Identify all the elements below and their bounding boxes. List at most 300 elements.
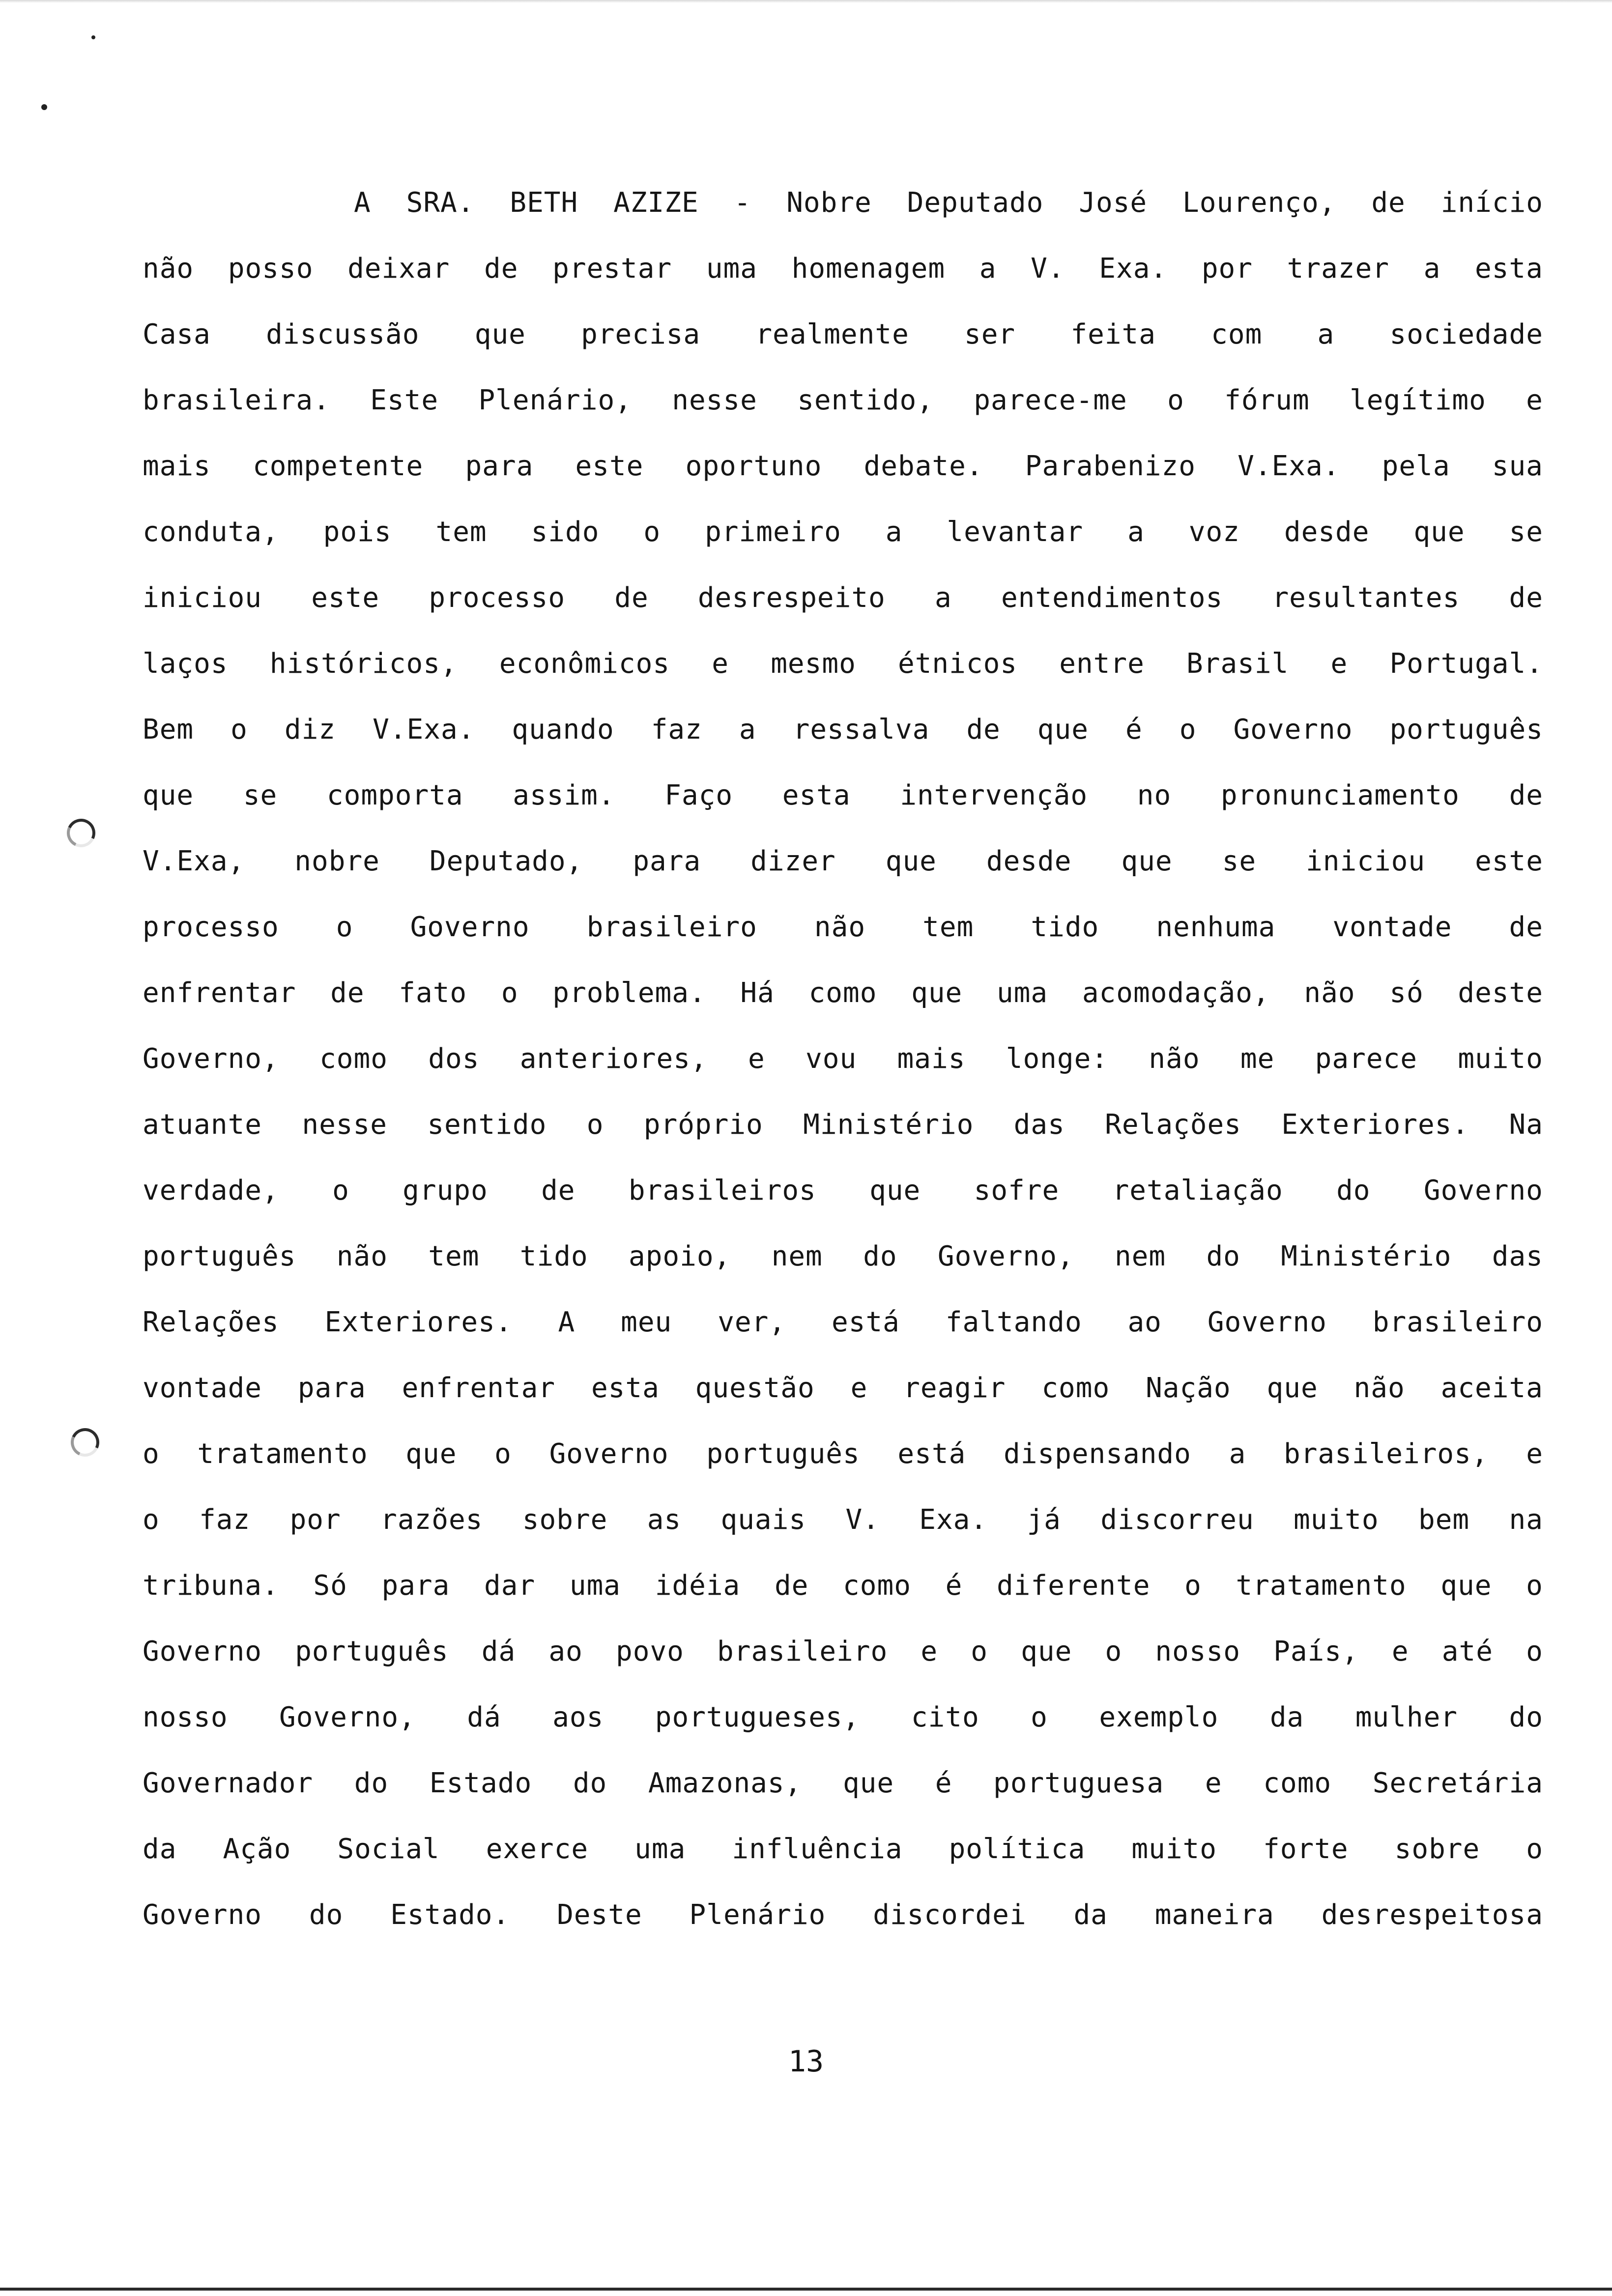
word: para bbox=[633, 845, 701, 877]
word: português bbox=[706, 1438, 860, 1470]
word: BETH bbox=[510, 187, 578, 219]
word: já bbox=[1027, 1504, 1061, 1536]
word: sido bbox=[531, 516, 600, 548]
word: Secretária bbox=[1372, 1767, 1543, 1799]
word: Faço bbox=[664, 779, 733, 811]
word: mulher bbox=[1355, 1701, 1458, 1733]
word: dos bbox=[428, 1043, 480, 1075]
word: razões bbox=[380, 1504, 483, 1536]
word: de bbox=[1509, 779, 1543, 811]
word: vontade bbox=[143, 1372, 262, 1404]
word: que bbox=[143, 779, 194, 811]
word: diz bbox=[284, 714, 336, 746]
word: não bbox=[1304, 977, 1355, 1009]
word: Ministério bbox=[1281, 1240, 1452, 1272]
word: o bbox=[643, 516, 661, 548]
word: nem bbox=[1114, 1240, 1166, 1272]
word: o bbox=[501, 977, 518, 1009]
word: V.Exa. bbox=[373, 714, 475, 746]
word: não bbox=[1149, 1043, 1200, 1075]
word: do bbox=[1509, 1701, 1543, 1733]
word: parece bbox=[1315, 1043, 1417, 1075]
word: esta bbox=[782, 779, 851, 811]
word: faz bbox=[651, 714, 702, 746]
word: a bbox=[1127, 516, 1145, 548]
word: portuguesa bbox=[993, 1767, 1164, 1799]
word: problema. bbox=[552, 977, 706, 1009]
word: uma bbox=[569, 1570, 621, 1602]
word: Governo bbox=[143, 1899, 262, 1931]
word: este bbox=[1475, 845, 1543, 877]
word: como bbox=[319, 1043, 388, 1075]
word: enfrentar bbox=[143, 977, 296, 1009]
word: como bbox=[1041, 1372, 1110, 1404]
word: e bbox=[1205, 1767, 1222, 1799]
word: de bbox=[1509, 582, 1543, 614]
word: pronunciamento bbox=[1220, 779, 1460, 811]
word: de bbox=[614, 582, 649, 614]
word: não bbox=[336, 1240, 388, 1272]
word: do bbox=[309, 1899, 344, 1931]
word: no bbox=[1137, 779, 1172, 811]
word: para bbox=[381, 1570, 450, 1602]
word: deste bbox=[1458, 977, 1543, 1009]
word: a bbox=[1317, 318, 1335, 350]
word: Deste bbox=[557, 1899, 642, 1931]
word: dá bbox=[481, 1636, 516, 1667]
word: laços bbox=[143, 648, 228, 680]
word: que bbox=[1037, 714, 1089, 746]
word: tratamento bbox=[197, 1438, 368, 1470]
word: das bbox=[1492, 1240, 1543, 1272]
page-bottom-edge bbox=[0, 2288, 1612, 2291]
word: Governo bbox=[1233, 714, 1353, 746]
word: Estado. bbox=[390, 1899, 510, 1931]
word: posso bbox=[228, 253, 314, 285]
word: desde bbox=[1284, 516, 1370, 548]
word: Estado bbox=[429, 1767, 532, 1799]
word: assim. bbox=[513, 779, 615, 811]
word: o bbox=[1184, 1570, 1202, 1602]
word: acomodação, bbox=[1082, 977, 1270, 1009]
word: maneira bbox=[1154, 1899, 1274, 1931]
word: só bbox=[1389, 977, 1424, 1009]
word: o bbox=[332, 1175, 349, 1206]
word: o bbox=[143, 1504, 160, 1536]
page-number: 13 bbox=[788, 2044, 824, 2079]
word: desrespeitosa bbox=[1321, 1899, 1543, 1931]
word: uma bbox=[706, 253, 757, 285]
word: debate. bbox=[864, 450, 983, 482]
word: esta bbox=[591, 1372, 660, 1404]
word: e bbox=[1526, 1438, 1543, 1470]
word: Parabenizo bbox=[1025, 450, 1196, 482]
word: Plenário, bbox=[478, 384, 632, 416]
scan-speck bbox=[91, 35, 95, 39]
word: não bbox=[1353, 1372, 1405, 1404]
word: nenhuma bbox=[1156, 911, 1276, 943]
word: as bbox=[647, 1504, 682, 1536]
word: fórum bbox=[1224, 384, 1310, 416]
word: de bbox=[1509, 911, 1543, 943]
word: para bbox=[465, 450, 534, 482]
word: ao bbox=[548, 1636, 583, 1667]
word: Deputado bbox=[907, 187, 1044, 219]
word: processo bbox=[143, 911, 279, 943]
word: A bbox=[354, 187, 371, 219]
word: entre bbox=[1059, 648, 1145, 680]
word: legítimo bbox=[1350, 384, 1486, 416]
word: competente bbox=[253, 450, 424, 482]
word: brasileiro bbox=[1372, 1306, 1543, 1338]
word: a bbox=[885, 516, 903, 548]
word: mais bbox=[897, 1043, 966, 1075]
word: vou bbox=[806, 1043, 857, 1075]
word: Relações bbox=[143, 1306, 279, 1338]
word: não bbox=[814, 911, 866, 943]
word: Plenário bbox=[689, 1899, 826, 1931]
word: o bbox=[1179, 714, 1197, 746]
word: na bbox=[1509, 1504, 1543, 1536]
word: discorreu bbox=[1100, 1504, 1254, 1536]
word: o bbox=[494, 1438, 512, 1470]
word: Só bbox=[313, 1570, 347, 1602]
word: o bbox=[1526, 1570, 1543, 1602]
text-line bbox=[143, 648, 1543, 714]
word: por bbox=[289, 1504, 341, 1536]
word: ser bbox=[964, 318, 1016, 350]
word: não bbox=[143, 253, 194, 285]
word: prestar bbox=[552, 253, 672, 285]
word: sentido, bbox=[797, 384, 934, 416]
word: brasileiro bbox=[586, 911, 757, 943]
word: Exteriores. bbox=[324, 1306, 513, 1338]
word: atuante bbox=[143, 1109, 262, 1141]
word: Exteriores. bbox=[1281, 1109, 1469, 1141]
text-line bbox=[143, 1438, 1543, 1504]
word: muito bbox=[1131, 1833, 1217, 1865]
word: nobre bbox=[294, 845, 380, 877]
word: Bem bbox=[143, 714, 194, 746]
word: pois bbox=[323, 516, 392, 548]
word: meu bbox=[621, 1306, 672, 1338]
word: retaliação bbox=[1112, 1175, 1283, 1206]
word: precisa bbox=[581, 318, 701, 350]
word: bem bbox=[1418, 1504, 1470, 1536]
text-line bbox=[143, 911, 1543, 977]
word: AZIZE bbox=[613, 187, 699, 219]
text-line bbox=[143, 1570, 1543, 1636]
word: tido bbox=[519, 1240, 588, 1272]
word: e bbox=[1526, 384, 1543, 416]
word: voz bbox=[1188, 516, 1240, 548]
word: Lourenço, bbox=[1182, 187, 1336, 219]
word: exemplo bbox=[1099, 1701, 1219, 1733]
word: fato bbox=[399, 977, 467, 1009]
word: Exa. bbox=[1099, 253, 1168, 285]
word: que bbox=[842, 1767, 894, 1799]
word: de bbox=[330, 977, 365, 1009]
word: a bbox=[935, 582, 952, 614]
word: José bbox=[1079, 187, 1148, 219]
text-line bbox=[143, 1504, 1543, 1570]
word: sentido bbox=[427, 1109, 547, 1141]
word: mais bbox=[143, 450, 211, 482]
word: Governo, bbox=[937, 1240, 1074, 1272]
word: anteriores, bbox=[519, 1043, 708, 1075]
word: A bbox=[558, 1306, 576, 1338]
word: sofre bbox=[974, 1175, 1060, 1206]
word: faz bbox=[199, 1504, 251, 1536]
text-line bbox=[143, 450, 1543, 516]
word: brasileiros, bbox=[1283, 1438, 1489, 1470]
word: desrespeito bbox=[697, 582, 886, 614]
word: de bbox=[774, 1570, 809, 1602]
word: e bbox=[921, 1636, 938, 1667]
word: ressalva bbox=[793, 714, 930, 746]
word: das bbox=[1013, 1109, 1065, 1141]
word: tem bbox=[428, 1240, 480, 1272]
word: o bbox=[1526, 1636, 1543, 1667]
word: muito bbox=[1458, 1043, 1543, 1075]
word: reagir bbox=[903, 1372, 1006, 1404]
word: da bbox=[143, 1833, 177, 1865]
word: conduta, bbox=[143, 516, 279, 548]
word: Amazonas, bbox=[648, 1767, 802, 1799]
word: tratamento bbox=[1236, 1570, 1407, 1602]
word: discordei bbox=[873, 1899, 1027, 1931]
word: de bbox=[966, 714, 1001, 746]
word: nosso bbox=[143, 1701, 228, 1733]
word: do bbox=[354, 1767, 389, 1799]
word: ver, bbox=[718, 1306, 786, 1338]
word: realmente bbox=[755, 318, 909, 350]
word: o bbox=[1031, 1701, 1048, 1733]
word: como bbox=[1263, 1767, 1332, 1799]
word: que bbox=[474, 318, 526, 350]
word: iniciou bbox=[143, 582, 262, 614]
word: brasileira. bbox=[143, 384, 330, 416]
word: o bbox=[586, 1109, 604, 1141]
word: aceita bbox=[1440, 1372, 1543, 1404]
word: e bbox=[748, 1043, 765, 1075]
text-line bbox=[143, 779, 1543, 845]
text-line bbox=[143, 1109, 1543, 1175]
word: por bbox=[1201, 253, 1253, 285]
word: que bbox=[885, 845, 937, 877]
word: diferente bbox=[996, 1570, 1151, 1602]
word: Portugal. bbox=[1389, 648, 1543, 680]
word: nesse bbox=[672, 384, 757, 416]
text-line bbox=[143, 1372, 1543, 1438]
word: como bbox=[843, 1570, 911, 1602]
word: este bbox=[575, 450, 644, 482]
word: cito bbox=[911, 1701, 979, 1733]
word: nem bbox=[771, 1240, 823, 1272]
word: o bbox=[336, 911, 353, 943]
word: dispensando bbox=[1003, 1438, 1191, 1470]
transcript-body bbox=[143, 187, 1543, 1965]
word: Governo, bbox=[143, 1043, 279, 1075]
word: Social bbox=[337, 1833, 440, 1865]
word: enfrentar bbox=[402, 1372, 556, 1404]
word: que bbox=[1021, 1636, 1072, 1667]
word: o bbox=[971, 1636, 988, 1667]
word: aos bbox=[552, 1701, 604, 1733]
word: uma bbox=[996, 977, 1048, 1009]
word: tem bbox=[922, 911, 974, 943]
word: do bbox=[573, 1767, 607, 1799]
word: me bbox=[1240, 1043, 1275, 1075]
word: Brasil bbox=[1186, 648, 1289, 680]
word: Ação bbox=[223, 1833, 291, 1865]
word: da bbox=[1073, 1899, 1108, 1931]
word: brasileiro bbox=[717, 1636, 888, 1667]
word: esta bbox=[1475, 253, 1543, 285]
word: o bbox=[1526, 1833, 1543, 1865]
word: intervenção bbox=[900, 779, 1088, 811]
word: Governo bbox=[1207, 1306, 1327, 1338]
word: étnicos bbox=[898, 648, 1018, 680]
word: deixar bbox=[347, 253, 450, 285]
word: faltando bbox=[945, 1306, 1082, 1338]
scan-speck bbox=[41, 104, 47, 110]
word: Governo, bbox=[279, 1701, 416, 1733]
word: V.Exa. bbox=[1238, 450, 1340, 482]
word: Há bbox=[740, 977, 775, 1009]
word: Este bbox=[370, 384, 439, 416]
word: e bbox=[1391, 1636, 1409, 1667]
word: tribuna. bbox=[143, 1570, 279, 1602]
word: povo bbox=[616, 1636, 684, 1667]
word: Ministério bbox=[803, 1109, 974, 1141]
word: Nobre bbox=[786, 187, 872, 219]
text-line bbox=[143, 187, 1543, 253]
word: iniciou bbox=[1306, 845, 1426, 877]
word: entendimentos bbox=[1001, 582, 1223, 614]
word: vontade bbox=[1332, 911, 1452, 943]
word: que bbox=[1121, 845, 1173, 877]
word: portugueses, bbox=[655, 1701, 860, 1733]
word: - bbox=[734, 187, 751, 219]
text-line bbox=[143, 1833, 1543, 1899]
word: a bbox=[739, 714, 756, 746]
word: sobre bbox=[1394, 1833, 1480, 1865]
punch-hole-mark bbox=[63, 815, 99, 851]
word: V.Exa, bbox=[143, 845, 245, 877]
word: que bbox=[1440, 1570, 1492, 1602]
text-line bbox=[143, 318, 1543, 384]
word: ao bbox=[1127, 1306, 1162, 1338]
text-line bbox=[143, 1636, 1543, 1701]
word: para bbox=[297, 1372, 366, 1404]
word: primeiro bbox=[705, 516, 841, 548]
word: é bbox=[945, 1570, 963, 1602]
word: Governo bbox=[1423, 1175, 1543, 1206]
text-line bbox=[143, 516, 1543, 582]
word: resultantes bbox=[1272, 582, 1460, 614]
word: que bbox=[869, 1175, 921, 1206]
word: mesmo bbox=[771, 648, 856, 680]
word: de bbox=[484, 253, 518, 285]
word: nesse bbox=[302, 1109, 387, 1141]
word: pela bbox=[1382, 450, 1450, 482]
text-line bbox=[143, 1899, 1543, 1965]
word: processo bbox=[429, 582, 566, 614]
word: tem bbox=[435, 516, 487, 548]
word: exerce bbox=[486, 1833, 589, 1865]
word: históricos, bbox=[269, 648, 458, 680]
word: forte bbox=[1263, 1833, 1349, 1865]
word: do bbox=[1336, 1175, 1371, 1206]
word: Governo bbox=[410, 911, 530, 943]
word: com bbox=[1211, 318, 1263, 350]
word: Governo bbox=[143, 1636, 262, 1667]
word: oportuno bbox=[685, 450, 822, 482]
word: V. bbox=[1031, 253, 1065, 285]
word: tido bbox=[1031, 911, 1099, 943]
text-line bbox=[143, 1043, 1543, 1109]
word: se bbox=[243, 779, 278, 811]
word: se bbox=[1222, 845, 1257, 877]
word: longe: bbox=[1006, 1043, 1109, 1075]
word: dá bbox=[467, 1701, 501, 1733]
word: Exa. bbox=[919, 1504, 988, 1536]
word: a bbox=[979, 253, 997, 285]
word: trazer bbox=[1287, 253, 1389, 285]
word: de bbox=[1371, 187, 1406, 219]
word: até bbox=[1441, 1636, 1493, 1667]
word: influência bbox=[732, 1833, 903, 1865]
word: português bbox=[295, 1636, 449, 1667]
word: comporta bbox=[326, 779, 463, 811]
word: o bbox=[1167, 384, 1184, 416]
word: País, bbox=[1273, 1636, 1359, 1667]
page-top-edge bbox=[0, 0, 1612, 3]
word: Na bbox=[1509, 1109, 1543, 1141]
word: verdade, bbox=[143, 1175, 279, 1206]
word: da bbox=[1269, 1701, 1304, 1733]
word: feita bbox=[1070, 318, 1156, 350]
word: português bbox=[1389, 714, 1543, 746]
word: grupo bbox=[403, 1175, 488, 1206]
word: desde bbox=[986, 845, 1072, 877]
word: sociedade bbox=[1389, 318, 1543, 350]
word: que bbox=[405, 1438, 457, 1470]
word: o bbox=[1105, 1636, 1123, 1667]
word: que bbox=[911, 977, 963, 1009]
word: levantar bbox=[947, 516, 1084, 548]
word: econômicos bbox=[499, 648, 670, 680]
text-line bbox=[143, 1175, 1543, 1240]
word: que bbox=[1267, 1372, 1318, 1404]
word: nosso bbox=[1155, 1636, 1240, 1667]
word: Governo bbox=[549, 1438, 669, 1470]
word: o bbox=[230, 714, 248, 746]
word: Nação bbox=[1146, 1372, 1231, 1404]
word: como bbox=[808, 977, 877, 1009]
word: quando bbox=[512, 714, 614, 746]
word: que bbox=[1413, 516, 1465, 548]
text-line bbox=[143, 582, 1543, 648]
word: dar bbox=[484, 1570, 536, 1602]
word: se bbox=[1509, 516, 1543, 548]
word: está bbox=[897, 1438, 966, 1470]
word: Relações bbox=[1105, 1109, 1241, 1141]
text-line bbox=[143, 1240, 1543, 1306]
word: muito bbox=[1294, 1504, 1379, 1536]
punch-hole-mark bbox=[67, 1424, 103, 1461]
